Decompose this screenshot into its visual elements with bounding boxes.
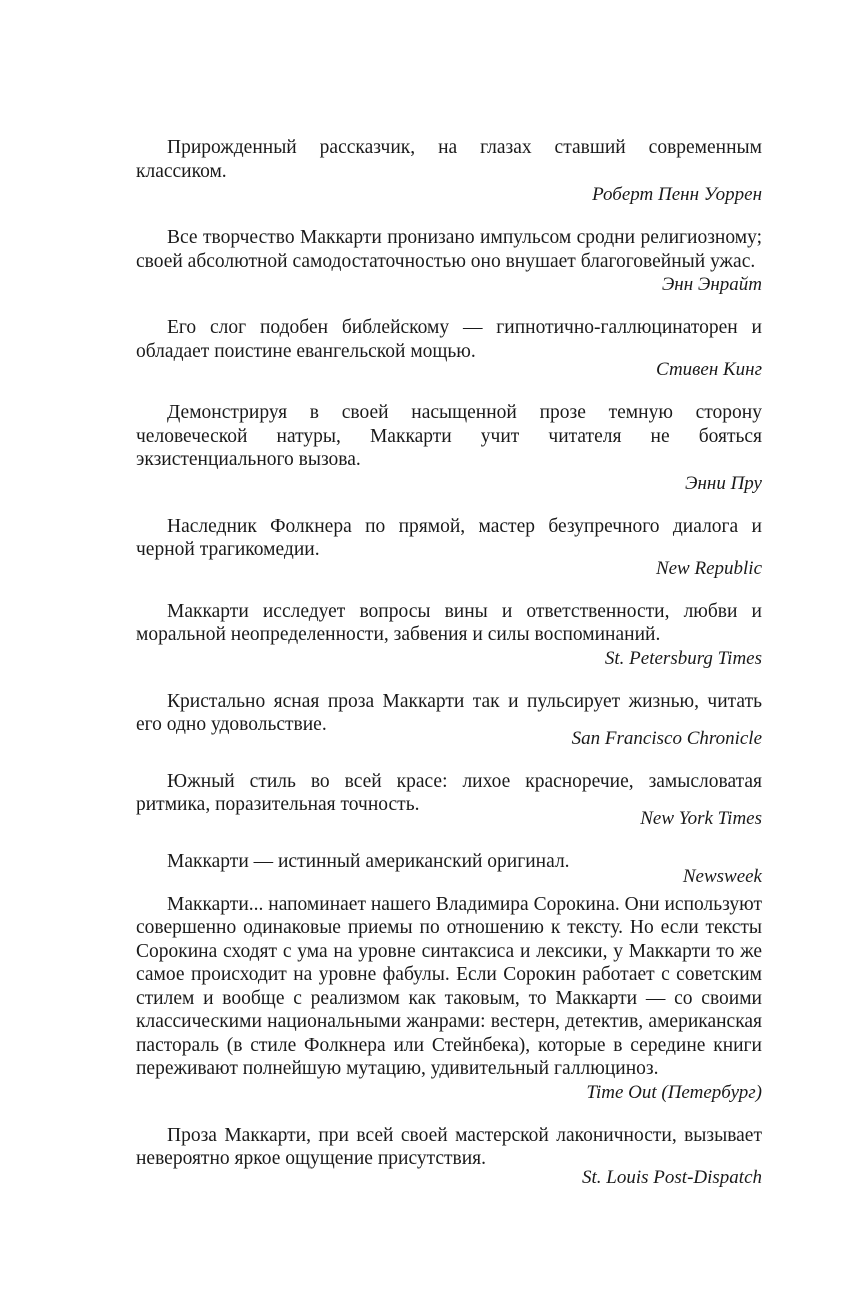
review-quote: Маккарти — истинный американский оригинал. xyxy=(167,850,570,872)
review-st-petersburg-times xyxy=(136,600,762,670)
review-source: St. Louis Post-Dispatch xyxy=(582,1166,762,1188)
review-source: Роберт Пенн Уоррен xyxy=(592,184,762,205)
review-proulx xyxy=(136,401,762,495)
review-quote: Маккарти... напоминает нашего Владимира Сорокина. Они используют совершенно одинаковые приемы по отношению к тексту. Но если тексты Сорокина сходят с ума на уровне синтаксиса и лексики, у Маккарти то же самое происходит на уровне фабулы. Если Сорокин работает с советским стилем и вообще с реализмом как таковым, то Маккарти — со своими классическими национальными жанрами: вестерн, детектив, американская пастораль (в стиле Фолкнера или Стейнбека), которые в середине книги переживают полнейшую мутацию, удивительный галлюциноз. xyxy=(136,893,762,1079)
review-quote: Его слог подобен библейскому — гипнотично-галлюцинаторен и обладает поистине евангельской мощью. xyxy=(136,317,762,362)
review-king xyxy=(136,316,762,381)
review-source: New York Times xyxy=(640,807,762,829)
review-quote: Кристально ясная проза Маккарти так и пульсирует жизнью, читать его одно удовольствие. xyxy=(136,690,762,735)
review-source: St. Petersburg Times xyxy=(604,647,762,669)
review-quote: Все творчество Маккарти пронизано импульсом сродни религиозному; своей абсолютной самодостаточностью оно внушает благоговейный ужас. xyxy=(136,227,762,272)
review-page xyxy=(136,136,762,1189)
review-quote: Маккарти исследует вопросы вины и ответственности, любви и моральной неопределенности, забвения и силы воспоминаний. xyxy=(136,600,762,645)
review-new-republic xyxy=(136,515,762,580)
review-source: New Republic xyxy=(655,557,762,579)
review-newsweek xyxy=(136,850,762,887)
review-time-out xyxy=(136,893,762,1104)
review-quote: Прирожденный рассказчик, на глазах ставший современным классиком. xyxy=(136,137,762,182)
review-source: Энн Энрайт xyxy=(661,274,762,295)
review-source: Time Out (Петербург) xyxy=(586,1081,762,1103)
review-st-louis-post-dispatch xyxy=(136,1124,762,1189)
review-source: Стивен Кинг xyxy=(656,359,762,380)
review-enright xyxy=(136,226,762,296)
review-quote: Южный стиль во всей красе: лихое красноречие, замысловатая ритмика, поразительная точность. xyxy=(136,770,762,815)
review-source: Newsweek xyxy=(682,865,762,887)
review-warren xyxy=(136,136,762,206)
review-san-francisco-chronicle xyxy=(136,690,762,750)
review-quote: Проза Маккарти, при всей своей мастерской лаконичности, вызывает невероятно яркое ощущение присутствия. xyxy=(136,1124,762,1169)
review-new-york-times xyxy=(136,770,762,830)
review-source: San Francisco Chronicle xyxy=(571,727,762,749)
review-source: Энни Пру xyxy=(685,472,762,494)
review-quote: Демонстрируя в своей насыщенной прозе темную сторону человеческой натуры, Маккарти учит читателя не бояться экзистенциального вызова. xyxy=(136,402,762,470)
review-quote: Наследник Фолкнера по прямой, мастер безупречного диалога и черной трагикомедии. xyxy=(136,515,762,560)
